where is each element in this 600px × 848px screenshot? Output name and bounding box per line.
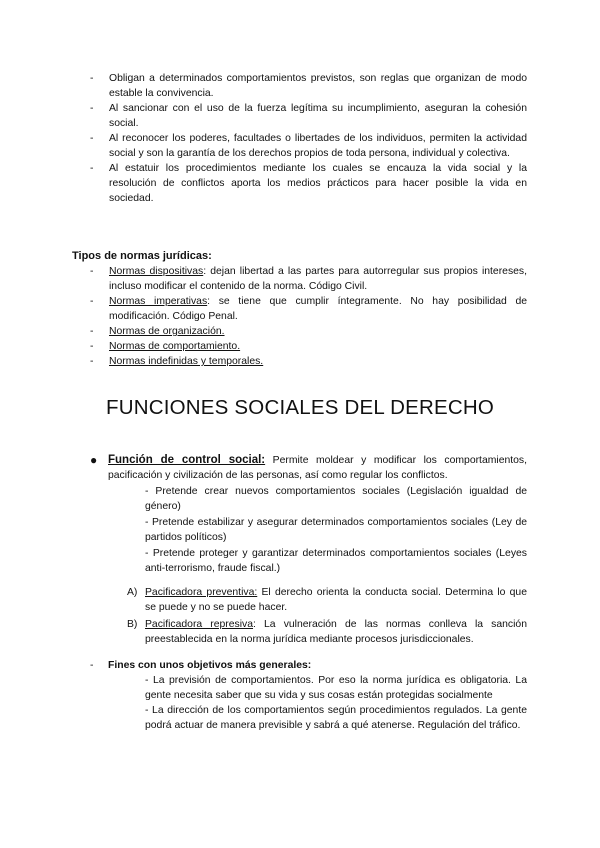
- control-social-paragraph: Función de control social: Permite moldear y modificar los comportamientos, pacificación y civilización de las personas, así como regular los conflictos.: [108, 454, 527, 481]
- list-item: - La dirección de los comportamientos según procedimientos regulados. La gente podrá actuar de manera previsible y sabrá a qué atenerse. Regulación del tráfico.: [145, 705, 527, 731]
- intro-list: [90, 71, 527, 206]
- list-item: - Al reconocer los poderes, facultades o libertades de los individuos, permiten la actividad social y son la garantía de los derechos propios de toda persona, individual y colectiva.: [90, 133, 527, 159]
- tipos-list: [90, 264, 527, 369]
- list-item: - Al sancionar con el uso de la fuerza legítima su incumplimiento, aseguran la cohesión social.: [90, 103, 527, 129]
- list-item: - Normas de comportamiento.: [90, 341, 241, 352]
- list-item: A) Pacificadora preventiva: El derecho orienta la conducta social. Determina lo que se puede y no se puede hacer.: [127, 587, 527, 613]
- list-item: - Normas de organización.: [90, 326, 225, 337]
- control-social-heading: Función de control social:: [108, 454, 266, 466]
- fines-heading: Fines con unos objetivos más generales:: [108, 660, 312, 671]
- list-item: - Normas dispositivas: dejan libertad a las partes para autorregular sus propios intereses, incluso modificar el contenido de la norma. Código Civil.: [90, 266, 527, 292]
- list-item: - Pretende proteger y garantizar determinados comportamientos sociales (Leyes anti-terrorismo, fraude fiscal.): [145, 548, 527, 574]
- list-item: - Pretende crear nuevos comportamientos sociales (Legislación igualdad de género): [145, 486, 527, 512]
- list-item: - Normas imperativas: se tiene que cumplir íntegramente. No hay posibilidad de modificación. Código Penal.: [90, 296, 527, 322]
- page-title: FUNCIONES SOCIALES DEL DERECHO: [106, 396, 494, 419]
- section-heading-tipos: Tipos de normas jurídicas:: [72, 250, 212, 262]
- pacificadora-list: [127, 585, 527, 649]
- list-item: - Obligan a determinados comportamientos previstos, son reglas que organizan de modo estable la convivencia.: [90, 73, 527, 99]
- list-item: - La previsión de comportamientos. Por eso la norma jurídica es obligatoria. La gente necesita saber que su vida y sus cosas están protegidas socialmente: [145, 675, 527, 701]
- list-item: - Normas indefinidas y temporales.: [90, 356, 264, 367]
- list-item: B) Pacificadora represiva: La vulneración de las normas conlleva la sanción preestablecida en la norma jurídica mediante procesos jurisdiccionales.: [127, 619, 527, 645]
- bullet-icon: ●: [90, 453, 98, 467]
- dash-marker: -: [90, 660, 94, 671]
- fines-sublist: [145, 673, 527, 733]
- list-item: - Pretende estabilizar y asegurar determinados comportamientos sociales (Ley de partidos políticos): [145, 517, 527, 543]
- control-social-sublist: [145, 484, 527, 576]
- list-item: - Al estatuir los procedimientos mediante los cuales se encauza la vida social y la resolución de conflictos aporta los medios prácticos para hacer posible la vida en sociedad.: [90, 163, 527, 204]
